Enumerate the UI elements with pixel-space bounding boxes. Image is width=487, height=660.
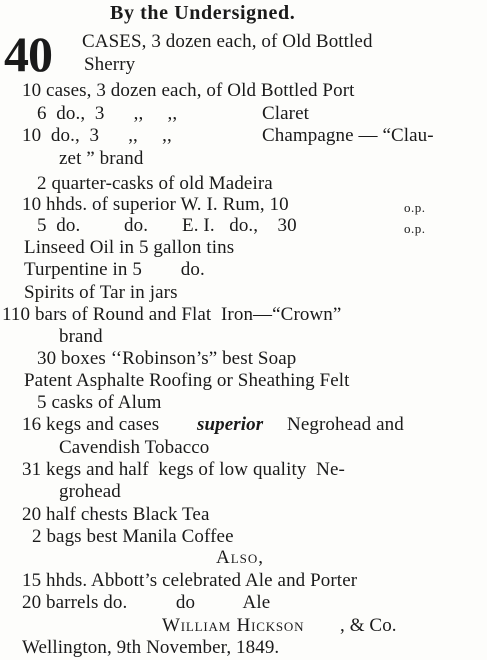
line-iron: 110 bars of Round and Flat Iron—“Crown”	[2, 304, 342, 325]
line-cases: CASES, 3 dozen each, of Old Bottled	[82, 31, 373, 52]
line-champagne: Champagne — “Clau-	[262, 125, 434, 146]
line-soap: 30 boxes ‘‘Robinson’s” best Soap	[37, 348, 297, 369]
line-port: 10 cases, 3 dozen each, of Old Bottled Port	[22, 80, 355, 101]
line-black-tea: 20 half chests Black Tea	[22, 504, 210, 525]
line-linseed-oil: Linseed Oil in 5 gallon tins	[24, 237, 235, 258]
line-felt: Patent Asphalte Roofing or Sheathing Felt	[24, 370, 350, 391]
line-champagne-qty: 10 do., 3 ,, ,,	[22, 125, 172, 146]
signature-name: William Hickson	[162, 615, 305, 636]
line-turpentine: Turpentine in 5 do.	[24, 259, 205, 280]
line-claret-qty: 6 do., 3 ,, ,,	[37, 103, 178, 124]
line-alum: 5 casks of Alum	[37, 392, 162, 413]
dateline: Wellington, 9th November, 1849.	[22, 637, 280, 658]
line-ei-rum-op: o.p.	[404, 221, 426, 236]
line-clauzet: zet ” brand	[59, 148, 144, 169]
line-also: Also,	[216, 547, 265, 568]
line-sherry: Sherry	[84, 54, 136, 75]
line-claret: Claret	[262, 103, 310, 124]
line-low-quality: 31 kegs and half kegs of low quality Ne-	[22, 459, 345, 480]
signature-company: , & Co.	[340, 615, 397, 636]
line-iron-brand: brand	[59, 326, 103, 347]
line-cavendish: Cavendish Tobacco	[59, 437, 210, 458]
line-grohead: grohead	[59, 481, 121, 502]
line-wi-rum-op: o.p.	[404, 200, 426, 215]
line-spirits-tar: Spirits of Tar in jars	[24, 282, 178, 303]
line-negrohead-a: 16 kegs and cases	[22, 414, 160, 435]
line-wi-rum: 10 hhds. of superior W. I. Rum, 10	[22, 194, 289, 215]
line-ei-rum: 5 do. do. E. I. do., 30	[37, 215, 297, 236]
line-ale-barrels: 20 barrels do. do Ale	[22, 592, 271, 613]
line-negrohead-b: Negrohead and	[287, 414, 404, 435]
line-ale-porter: 15 hhds. Abbott’s celebrated Ale and Porter	[22, 570, 358, 591]
heading: By the Undersigned.	[110, 2, 296, 24]
line-negrohead-superior: superior	[197, 414, 264, 435]
line-madeira: 2 quarter-casks of old Madeira	[37, 173, 273, 194]
big-number: 40	[4, 26, 52, 82]
line-manila-coffee: 2 bags best Manila Coffee	[32, 526, 234, 547]
